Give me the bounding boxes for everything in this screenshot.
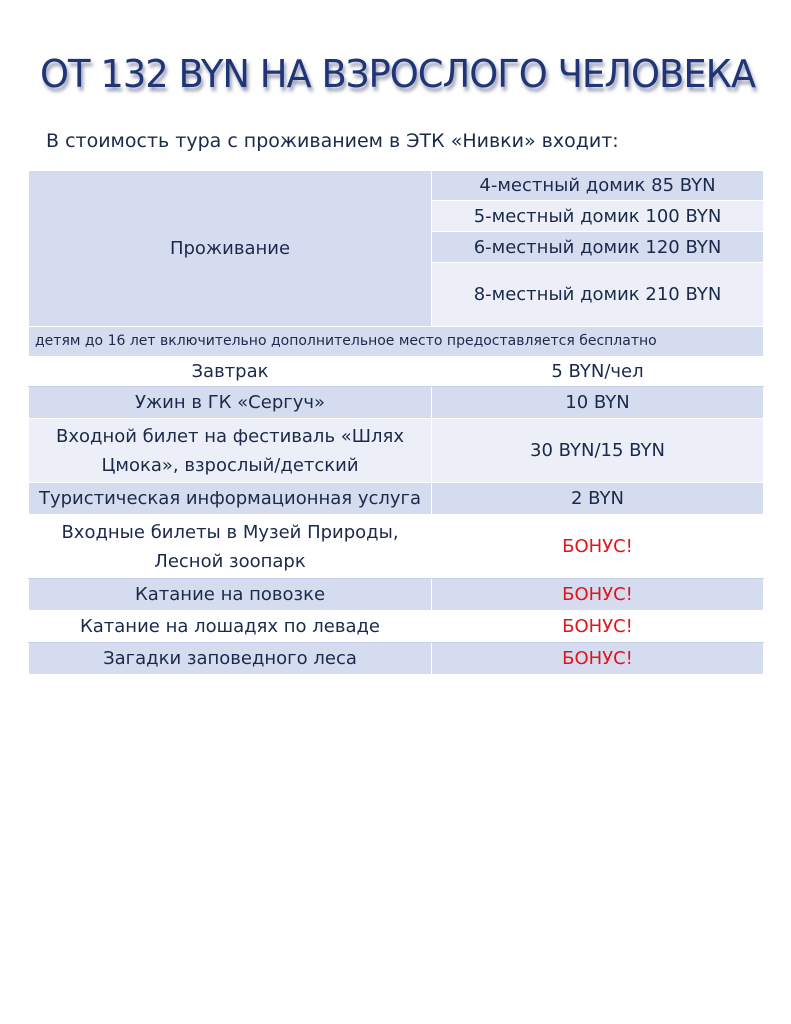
row-item: Входной билет на фестиваль «Шлях Цмока», взрослый/детский — [29, 419, 432, 483]
accommodation-option: 5-местный домик 100 BYN — [432, 201, 764, 232]
row-price: БОНУС! — [432, 579, 764, 611]
table-row — [29, 579, 764, 611]
accommodation-option: 4-местный домик 85 BYN — [432, 171, 764, 201]
table-row — [29, 611, 764, 643]
accommodation-label: Проживание — [29, 171, 432, 327]
accommodation-note: детям до 16 лет включительно дополнительное место предоставляется бесплатно — [29, 327, 764, 357]
row-price: БОНУС! — [432, 611, 764, 643]
row-price: 30 BYN/15 BYN — [432, 419, 764, 483]
row-item: Катание на повозке — [29, 579, 432, 611]
row-price: 10 BYN — [432, 387, 764, 419]
row-price: 2 BYN — [432, 483, 764, 515]
accommodation-option: 6-местный домик 120 BYN — [432, 232, 764, 263]
row-item: Завтрак — [29, 357, 432, 387]
table-row — [29, 387, 764, 419]
table-row — [29, 643, 764, 675]
page-subtitle: В стоимость тура с проживанием в ЭТК «Нивки» входит: — [46, 130, 619, 152]
row-item: Ужин в ГК «Сергуч» — [29, 387, 432, 419]
accommodation-option: 8-местный домик 210 BYN — [432, 263, 764, 327]
row-item: Катание на лошадях по леваде — [29, 611, 432, 643]
row-price: БОНУС! — [432, 515, 764, 579]
table-row — [29, 515, 764, 579]
row-price: БОНУС! — [432, 643, 764, 675]
row-item: Входные билеты в Музей Природы, Лесной зоопарк — [29, 515, 432, 579]
row-item: Загадки заповедного леса — [29, 643, 432, 675]
price-table — [28, 170, 764, 675]
table-row — [29, 357, 764, 387]
table-row — [29, 483, 764, 515]
row-price: 5 BYN/чел — [432, 357, 764, 387]
row-item: Туристическая информационная услуга — [29, 483, 432, 515]
table-row — [29, 419, 764, 483]
page-title: ОТ 132 BYN НА ВЗРОСЛОГО ЧЕЛОВЕКА — [40, 52, 756, 96]
